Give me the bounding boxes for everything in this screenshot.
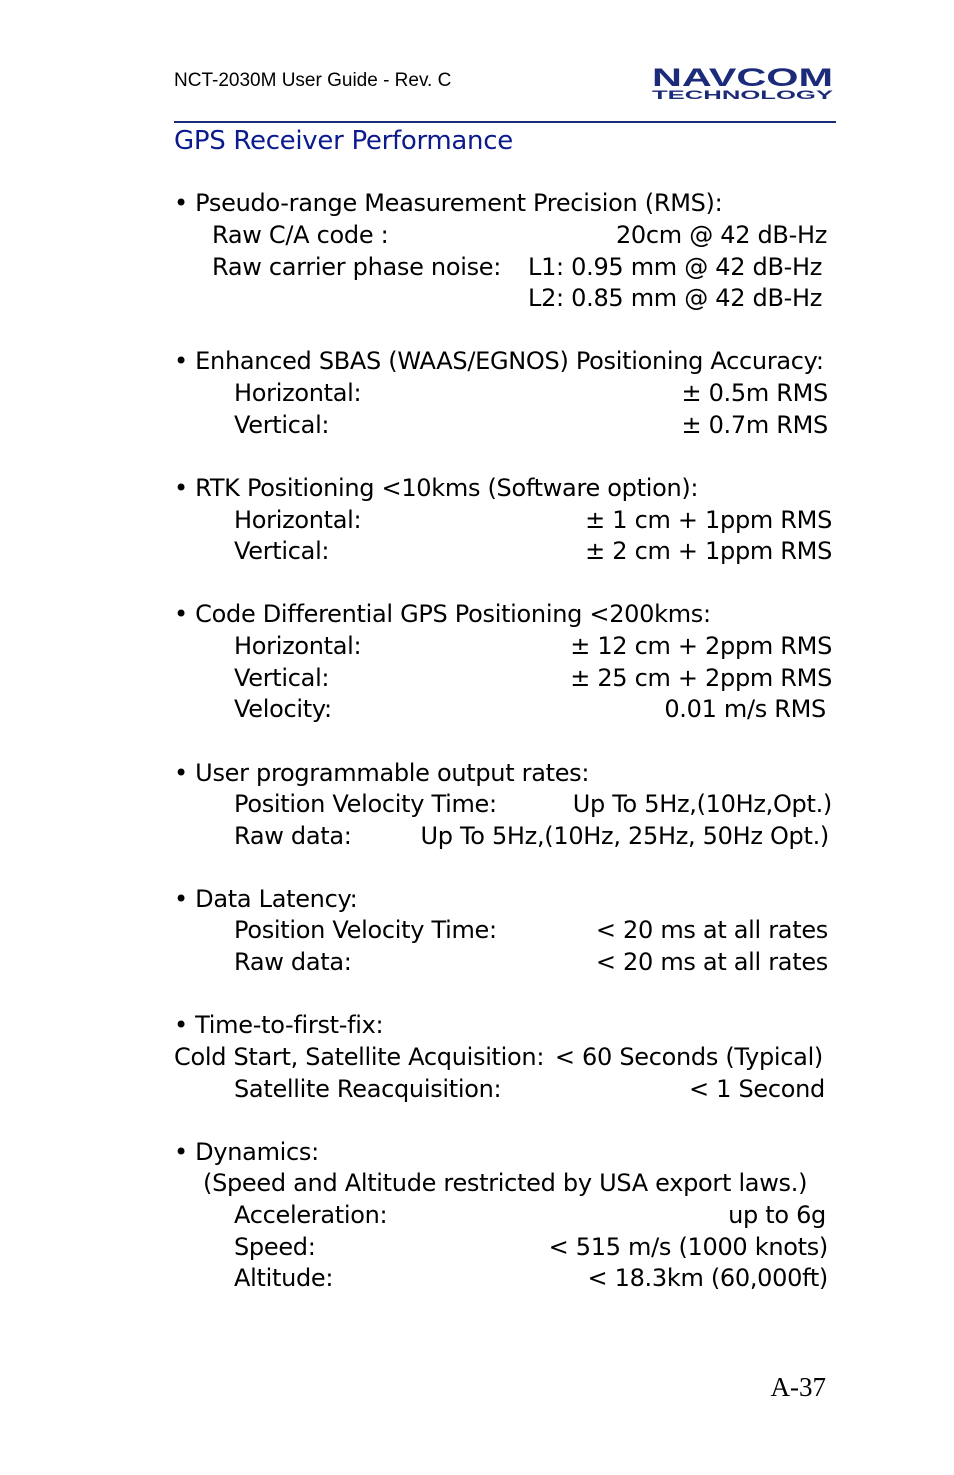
logo-bottom-text: TECHNOLOGY	[652, 88, 833, 100]
dynamics-acc-label: Acceleration:	[234, 1201, 388, 1229]
rates-title: • User programmable output rates:	[174, 759, 590, 787]
pr-carrier-label: Raw carrier phase noise:	[212, 253, 502, 281]
sbas-horizontal-label: Horizontal:	[234, 379, 362, 407]
rtk-horizontal-label: Horizontal:	[234, 506, 362, 534]
latency-title: • Data Latency:	[174, 885, 358, 913]
navcom-logo	[651, 66, 834, 100]
dgps-horizontal-label: Horizontal:	[234, 632, 362, 660]
page-number: A-37	[770, 1372, 826, 1402]
sbas-horizontal-value: ± 0.5m RMS	[681, 379, 828, 407]
dgps-vertical-value: ± 25 cm + 2ppm RMS	[570, 664, 832, 692]
dynamics-alt-label: Altitude:	[234, 1264, 334, 1292]
rates-pvt-label: Position Velocity Time:	[234, 790, 497, 818]
latency-pvt-label: Position Velocity Time:	[234, 916, 497, 944]
pr-carrier-l2: L2: 0.85 mm @ 42 dB-Hz	[528, 284, 823, 312]
pr-title: • Pseudo-range Measurement Precision (RMS):	[174, 189, 723, 217]
ttff-cold-value: < 60 Seconds (Typical)	[554, 1043, 823, 1071]
ttff-reacq-value: < 1 Second	[689, 1075, 825, 1103]
sbas-vertical-label: Vertical:	[234, 411, 330, 439]
pr-code-value: 20cm @ 42 dB-Hz	[615, 221, 827, 249]
dgps-horizontal-value: ± 12 cm + 2ppm RMS	[570, 632, 832, 660]
rtk-horizontal-value: ± 1 cm + 1ppm RMS	[585, 506, 832, 534]
dgps-velocity-value: 0.01 m/s RMS	[664, 695, 826, 723]
dynamics-alt-value: < 18.3km (60,000ft)	[587, 1264, 828, 1292]
dgps-velocity-label: Velocity:	[234, 695, 332, 723]
dynamics-speed-value: < 515 m/s (1000 knots)	[548, 1233, 828, 1261]
ttff-reacq-label: Satellite Reacquisition:	[234, 1075, 502, 1103]
rates-pvt-value: Up To 5Hz,(10Hz,Opt.)	[572, 790, 832, 818]
sbas-vertical-value: ± 0.7m RMS	[681, 411, 828, 439]
pr-carrier-l1: L1: 0.95 mm @ 42 dB-Hz	[528, 253, 823, 281]
rtk-title: • RTK Positioning <10kms (Software option):	[174, 474, 699, 502]
rtk-vertical-label: Vertical:	[234, 537, 330, 565]
logo-top-text: NAVCOM	[652, 66, 833, 92]
section-title: GPS Receiver Performance	[174, 126, 513, 156]
ttff-cold-label: Cold Start, Satellite Acquisition:	[174, 1043, 545, 1071]
dynamics-note: (Speed and Altitude restricted by USA export laws.)	[203, 1169, 808, 1197]
dgps-vertical-label: Vertical:	[234, 664, 330, 692]
pr-code-label: Raw C/A code :	[212, 221, 389, 249]
rates-raw-value: Up To 5Hz,(10Hz, 25Hz, 50Hz Opt.)	[420, 822, 829, 850]
latency-pvt-value: < 20 ms at all rates	[595, 916, 828, 944]
dynamics-acc-value: up to 6g	[728, 1201, 826, 1229]
dgps-title: • Code Differential GPS Positioning <200kms:	[174, 600, 711, 628]
latency-raw-value: < 20 ms at all rates	[595, 948, 828, 976]
document-header-title: NCT-2030M User Guide - Rev. C	[174, 70, 452, 91]
ttff-title: • Time-to-first-fix:	[174, 1011, 384, 1039]
rtk-vertical-value: ± 2 cm + 1ppm RMS	[585, 537, 832, 565]
rates-raw-label: Raw data:	[234, 822, 352, 850]
header-divider	[174, 121, 836, 123]
sbas-title: • Enhanced SBAS (WAAS/EGNOS) Positioning Accuracy:	[174, 347, 824, 375]
dynamics-title: • Dynamics:	[174, 1138, 319, 1166]
dynamics-speed-label: Speed:	[234, 1233, 316, 1261]
latency-raw-label: Raw data:	[234, 948, 352, 976]
